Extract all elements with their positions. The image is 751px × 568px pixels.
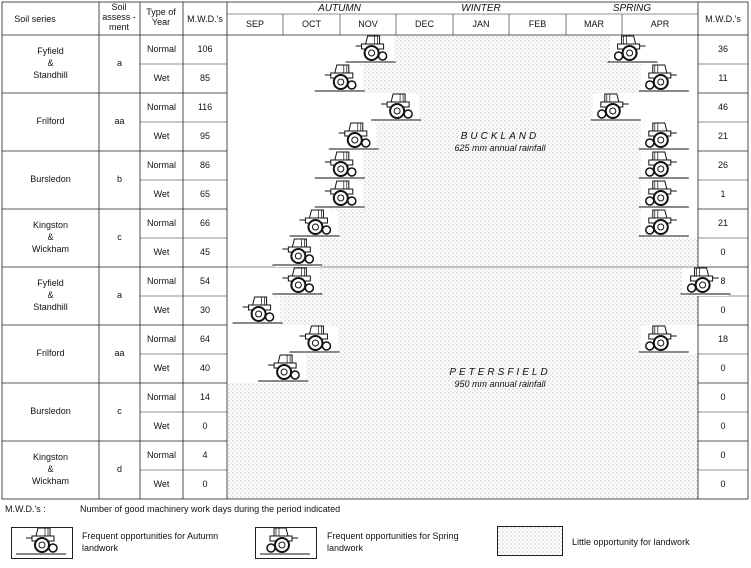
soil-series-name: Fyfield bbox=[37, 278, 64, 288]
little-opportunity-band bbox=[227, 470, 698, 499]
soil-series-name: Fyfield bbox=[37, 46, 64, 56]
tractor-left-icon bbox=[315, 181, 365, 209]
mwd-spring-value: 18 bbox=[717, 334, 728, 344]
little-opportunity-band bbox=[413, 93, 597, 122]
header-type-of-year: Type of Year bbox=[146, 7, 176, 27]
mwd-autumn-value: 86 bbox=[199, 160, 210, 170]
little-opportunity-band bbox=[388, 35, 614, 64]
mwd-spring-value: 21 bbox=[717, 218, 728, 228]
footnote-label: M.W.D.'s : bbox=[5, 504, 46, 514]
season-label: WINTER bbox=[461, 3, 501, 14]
tractor-left-icon bbox=[272, 239, 322, 267]
mwd-spring-value: 0 bbox=[720, 247, 726, 257]
legend-autumn-box bbox=[11, 527, 73, 559]
little-opportunity-band bbox=[227, 441, 698, 470]
tractor-left-icon bbox=[289, 326, 339, 354]
site-name-buckland: BUCKLAND bbox=[460, 131, 540, 142]
mwd-spring-value: 0 bbox=[720, 450, 726, 460]
mwd-spring-value: 0 bbox=[720, 392, 726, 402]
header-soil-assessment: Soil assess -ment bbox=[102, 2, 136, 32]
mwd-spring-value: 1 bbox=[720, 189, 726, 199]
year-type: Wet bbox=[153, 73, 170, 83]
year-type: Wet bbox=[153, 247, 170, 257]
soil-series-name: & bbox=[47, 232, 54, 242]
site-rainfall-buckland: 625 mm annual rainfall bbox=[454, 143, 546, 153]
mwd-autumn-value: 116 bbox=[197, 102, 213, 112]
mwd-autumn-value: 14 bbox=[199, 392, 210, 402]
little-opportunity-band bbox=[357, 180, 645, 209]
soil-assessment: b bbox=[116, 174, 122, 184]
mwd-spring-value: 0 bbox=[720, 479, 726, 489]
tractor-right-icon bbox=[639, 65, 689, 93]
tractor-right-icon bbox=[591, 94, 641, 122]
soil-assessment: c bbox=[117, 406, 122, 416]
soil-series-name: & bbox=[47, 464, 54, 474]
mwd-spring-value: 36 bbox=[717, 44, 728, 54]
soil-series-name: Frilford bbox=[36, 116, 65, 126]
tractor-left-icon bbox=[16, 528, 66, 556]
little-opportunity-band bbox=[314, 238, 698, 267]
tractor-right-icon bbox=[639, 326, 689, 354]
tractor-left-icon bbox=[272, 268, 322, 296]
year-type: Normal bbox=[146, 334, 176, 344]
mwd-autumn-value: 30 bbox=[199, 305, 210, 315]
season-label: SPRING bbox=[612, 3, 652, 14]
soil-assessment: c bbox=[117, 232, 122, 242]
legend-spring-box bbox=[255, 527, 317, 559]
little-opportunity-band bbox=[331, 325, 644, 354]
tractor-right-icon bbox=[608, 36, 658, 64]
header-soil-series: Soil series bbox=[14, 14, 56, 24]
tractor-left-icon bbox=[315, 65, 365, 93]
tractor-left-icon bbox=[329, 123, 379, 151]
footnote-text: Number of good machinery work days during the period indicated bbox=[80, 504, 341, 514]
tractor-left-icon bbox=[233, 297, 283, 325]
legend-autumn-text: Frequent opportunities for Autumn landwork bbox=[82, 531, 219, 553]
month-label: OCT bbox=[302, 19, 321, 29]
soil-assessment: aa bbox=[114, 116, 125, 126]
month-label: DEC bbox=[414, 19, 434, 29]
year-type: Wet bbox=[153, 305, 170, 315]
site-rainfall-petersfield: 950 mm annual rainfall bbox=[454, 379, 546, 389]
soil-series-name: Bursledon bbox=[30, 174, 71, 184]
mwd-autumn-value: 65 bbox=[199, 189, 210, 199]
month-label: APR bbox=[650, 19, 670, 29]
tractor-right-icon bbox=[260, 528, 310, 556]
year-type: Wet bbox=[153, 421, 170, 431]
year-type: Wet bbox=[153, 189, 170, 199]
tractor-right-icon bbox=[639, 210, 689, 238]
little-opportunity-band bbox=[227, 412, 698, 441]
tractor-right-icon bbox=[639, 181, 689, 209]
soil-series-name: Kingston bbox=[32, 220, 69, 230]
tractor-right-icon bbox=[639, 123, 689, 151]
soil-series-name: & bbox=[47, 290, 54, 300]
soil-assessment: a bbox=[116, 58, 122, 68]
soil-series-name: Standhill bbox=[33, 70, 68, 80]
soil-series-name: Kingston bbox=[32, 452, 69, 462]
year-type: Wet bbox=[153, 479, 170, 489]
soil-series-name: Bursledon bbox=[30, 406, 71, 416]
tractor-left-icon bbox=[346, 36, 396, 64]
mwd-autumn-value: 0 bbox=[202, 479, 208, 489]
year-type: Normal bbox=[146, 276, 176, 286]
mwd-spring-value: 8 bbox=[720, 276, 726, 286]
mwd-autumn-value: 0 bbox=[202, 421, 208, 431]
little-opportunity-band bbox=[331, 209, 644, 238]
soil-series-name: & bbox=[47, 58, 54, 68]
mwd-autumn-value: 95 bbox=[199, 131, 210, 141]
year-type: Normal bbox=[146, 102, 176, 112]
soil-series-name: Wickham bbox=[31, 476, 69, 486]
tractor-left-icon bbox=[289, 210, 339, 238]
header-mwd-right: M.W.D.'s bbox=[705, 14, 741, 24]
soil-series-name: Standhill bbox=[33, 302, 68, 312]
mwd-spring-value: 46 bbox=[717, 102, 728, 112]
mwd-spring-value: 26 bbox=[717, 160, 728, 170]
mwd-autumn-value: 54 bbox=[199, 276, 210, 286]
year-type: Normal bbox=[146, 450, 176, 460]
month-label: JAN bbox=[472, 19, 490, 29]
little-opportunity-band bbox=[314, 267, 686, 296]
year-type: Normal bbox=[146, 392, 176, 402]
stipple-swatch bbox=[498, 527, 562, 555]
tractor-right-icon bbox=[639, 152, 689, 180]
soil-series-name: Wickham bbox=[31, 244, 69, 254]
soil-assessment: a bbox=[116, 290, 122, 300]
year-type: Normal bbox=[146, 160, 176, 170]
mwd-spring-value: 21 bbox=[717, 131, 728, 141]
mwd-autumn-value: 85 bbox=[199, 73, 210, 83]
mwd-spring-value: 0 bbox=[720, 363, 726, 373]
tractor-left-icon bbox=[315, 152, 365, 180]
year-type: Normal bbox=[146, 218, 176, 228]
mwd-autumn-value: 64 bbox=[199, 334, 210, 344]
tractor-left-icon bbox=[12, 528, 72, 558]
mwd-spring-value: 0 bbox=[720, 305, 726, 315]
header-mwd-left: M.W.D.'s bbox=[187, 14, 223, 24]
mwd-autumn-value: 66 bbox=[199, 218, 210, 228]
little-opportunity-band bbox=[357, 151, 645, 180]
mwd-spring-value: 11 bbox=[718, 73, 728, 83]
soil-series-name: Frilford bbox=[36, 348, 65, 358]
month-label: NOV bbox=[358, 19, 378, 29]
year-type: Wet bbox=[153, 131, 170, 141]
mwd-autumn-value: 40 bbox=[199, 363, 210, 373]
mwd-autumn-value: 45 bbox=[199, 247, 210, 257]
tractor-right-icon bbox=[256, 528, 316, 558]
soil-assessment: d bbox=[116, 464, 122, 474]
legend-spring-text: Frequent opportunities for Spring landwork bbox=[327, 531, 459, 553]
legend-little-box bbox=[497, 526, 563, 556]
month-label: MAR bbox=[584, 19, 604, 29]
mwd-autumn-value: 106 bbox=[197, 44, 213, 54]
year-type: Normal bbox=[146, 44, 176, 54]
site-name-petersfield: PETERSFIELD bbox=[449, 367, 551, 378]
mwd-spring-value: 0 bbox=[720, 421, 726, 431]
little-opportunity-band bbox=[275, 296, 698, 325]
legend-little-text: Little opportunity for landwork bbox=[572, 537, 690, 547]
soil-assessment: aa bbox=[114, 348, 125, 358]
month-label: FEB bbox=[528, 19, 547, 29]
mwd-autumn-value: 4 bbox=[202, 450, 208, 460]
tractor-left-icon bbox=[371, 94, 421, 122]
year-type: Wet bbox=[153, 363, 170, 373]
season-label: AUTUMN bbox=[318, 3, 361, 14]
little-opportunity-band bbox=[357, 64, 645, 93]
tractor-left-icon bbox=[258, 355, 308, 383]
month-label: SEP bbox=[245, 19, 264, 29]
